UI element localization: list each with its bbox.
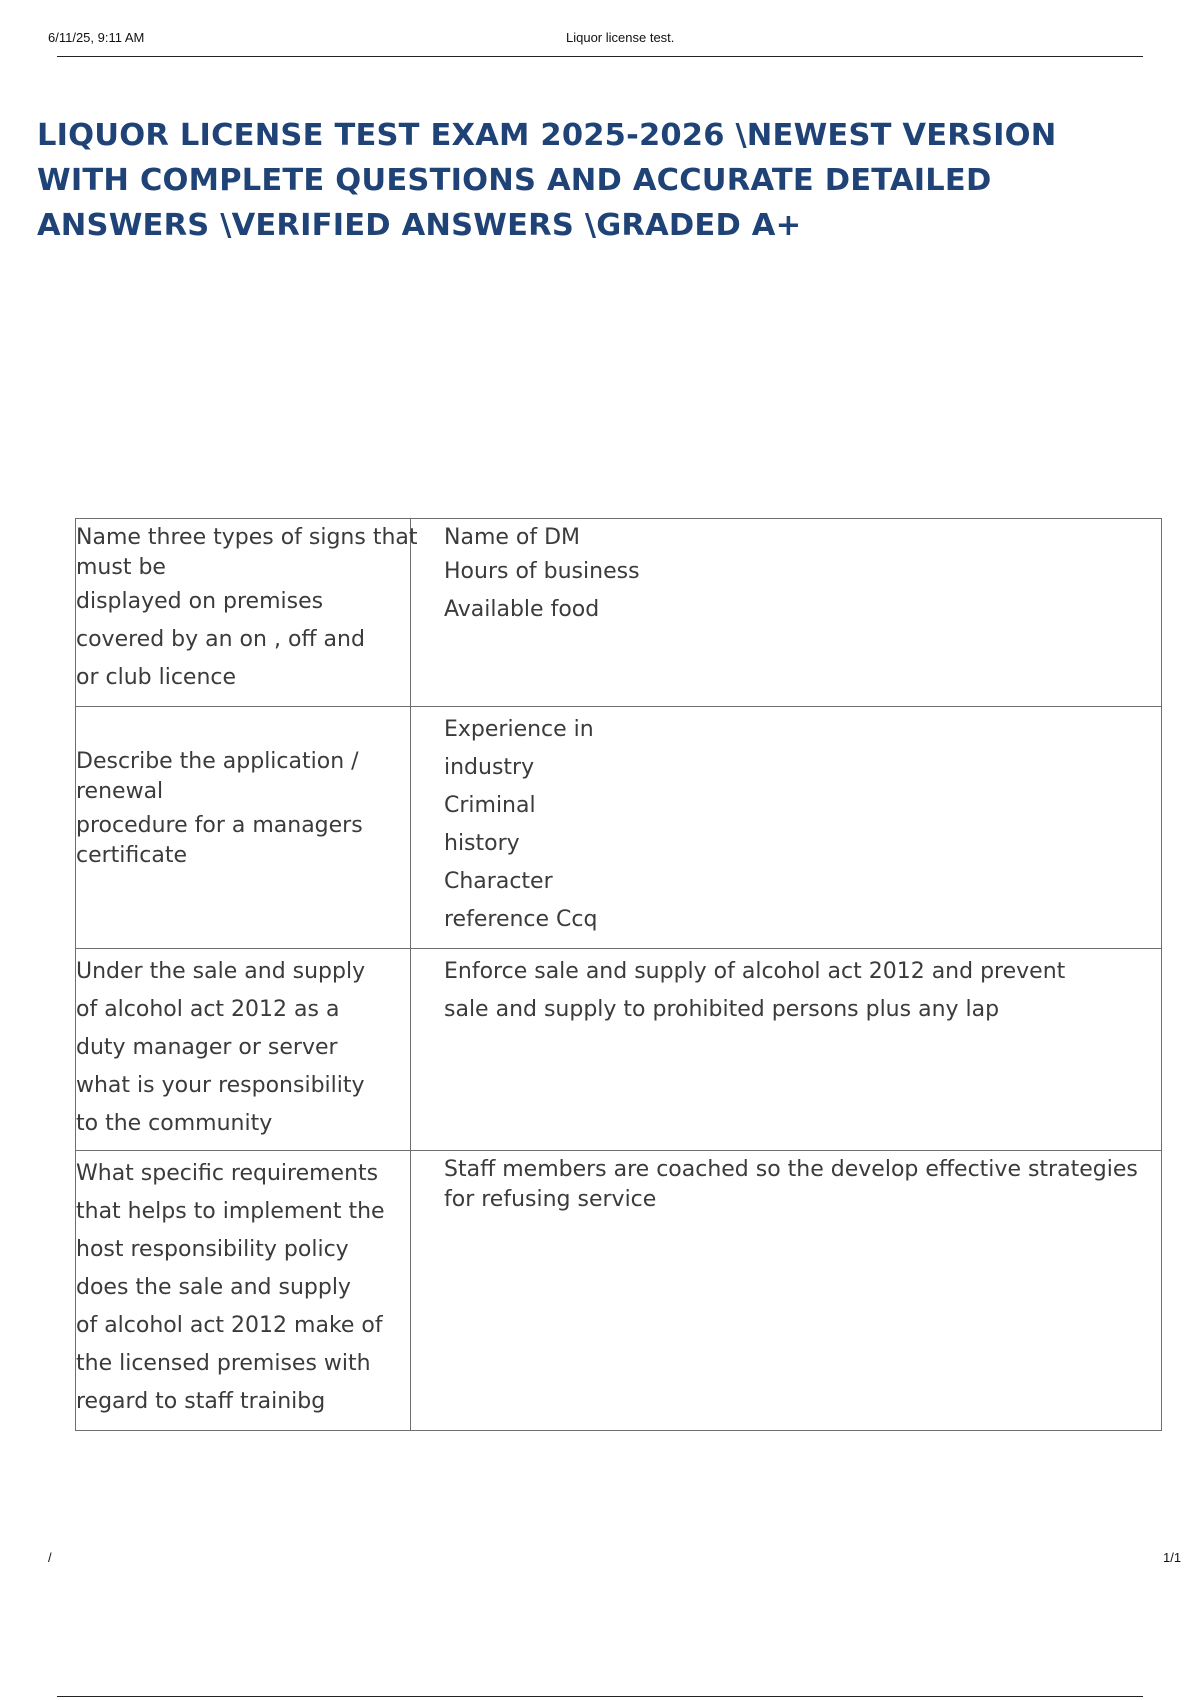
question-line: of alcohol act 2012 as a <box>76 997 340 1022</box>
answer-line: Criminal <box>444 793 536 818</box>
footer-divider <box>57 1696 1143 1697</box>
question-line: renewal <box>76 779 164 804</box>
page-number: 1/1 <box>1163 1550 1182 1565</box>
question-line: of alcohol act 2012 make of <box>76 1313 383 1338</box>
question-line: Name three types of signs that <box>76 525 418 550</box>
question-line: certificate <box>76 843 188 868</box>
answer-line: Name of DM <box>444 525 581 550</box>
print-header <box>48 28 1141 58</box>
table-row <box>76 949 1162 1151</box>
answer-line: for refusing service <box>444 1187 657 1212</box>
header-divider <box>57 56 1143 57</box>
question-cell <box>76 707 411 949</box>
answer-line: sale and supply to prohibited persons plus any lap <box>444 997 1000 1022</box>
question-line: duty manager or server <box>76 1035 338 1060</box>
question-line: to the community <box>76 1111 273 1136</box>
footer-left-mark: / <box>48 1550 52 1565</box>
answer-cell <box>411 707 1162 949</box>
answer-line: Character <box>444 869 553 894</box>
question-line: covered by an on , off and <box>76 627 365 652</box>
question-line: Describe the application / <box>76 749 359 774</box>
question-line: does the sale and supply <box>76 1275 351 1300</box>
question-line: regard to staff trainibg <box>76 1389 326 1414</box>
answer-line: industry <box>444 755 535 780</box>
qa-table <box>75 518 1162 1431</box>
document-title <box>37 113 1157 248</box>
answer-line: history <box>444 831 520 856</box>
table-row <box>76 707 1162 949</box>
answer-cell <box>411 1151 1162 1431</box>
print-page-title: Liquor license test. <box>566 30 675 45</box>
answer-line: reference Ccq <box>444 907 598 932</box>
print-datetime: 6/11/25, 9:11 AM <box>48 30 145 45</box>
title-line-3: ANSWERS \VERIFIED ANSWERS \GRADED A+ <box>37 208 802 243</box>
title-line-2: WITH COMPLETE QUESTIONS AND ACCURATE DETAILED <box>37 163 992 198</box>
title-line-1: LIQUOR LICENSE TEST EXAM 2025-2026 \NEWEST VERSION <box>37 118 1057 153</box>
question-line: displayed on premises <box>76 589 324 614</box>
question-line: that helps to implement the <box>76 1199 385 1224</box>
question-line: Under the sale and supply <box>76 959 366 984</box>
answer-line: Experience in <box>444 717 594 742</box>
answer-line: Available food <box>444 597 600 622</box>
question-cell <box>76 519 418 707</box>
question-line: What specific requirements <box>76 1161 379 1186</box>
question-line: the licensed premises with <box>76 1351 371 1376</box>
question-line: host responsibility policy <box>76 1237 349 1262</box>
answer-line: Enforce sale and supply of alcohol act 2012 and prevent <box>444 959 1066 984</box>
answer-cell <box>411 519 1162 707</box>
question-cell <box>76 949 411 1151</box>
table-row <box>76 1151 1162 1431</box>
table-row <box>76 519 1162 707</box>
question-line: or club licence <box>76 665 237 690</box>
answer-cell <box>411 949 1162 1151</box>
question-line: procedure for a managers <box>76 813 363 838</box>
answer-line: Staff members are coached so the develop effective strategies <box>444 1157 1138 1182</box>
question-cell <box>76 1151 411 1431</box>
question-line: must be <box>76 555 166 580</box>
answer-line: Hours of business <box>444 559 640 584</box>
question-line: what is your responsibility <box>76 1073 365 1098</box>
